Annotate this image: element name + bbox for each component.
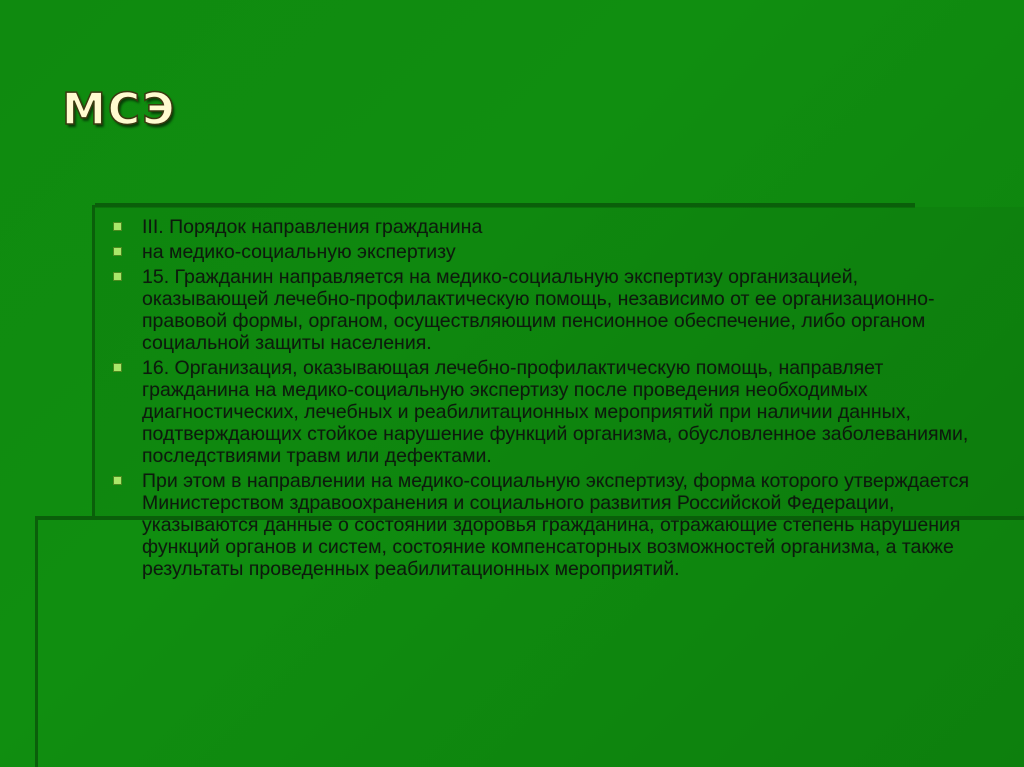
square-bullet-icon xyxy=(113,476,122,485)
list-item xyxy=(110,470,990,580)
square-bullet-icon xyxy=(113,272,122,281)
list-item xyxy=(110,357,990,467)
list-item-text: 16. Организация, оказывающая лечебно-профилактическую помощь, направляет гражданина на медико-социальную экспертизу после проведения необходимых диагностических, лечебных и реабилитационных мероприятий при наличии данных, подтверждающих стойкое нарушение функций организма, обусловленное заболеваниями, последствиями травм или дефектами. xyxy=(142,357,969,467)
frame-line-left-lower xyxy=(35,518,38,767)
bullet-list xyxy=(110,216,990,583)
list-item xyxy=(110,266,990,354)
list-item xyxy=(110,216,990,238)
list-item-text: 15. Гражданин направляется на медико-социальную экспертизу организацией, оказывающей лечебно-профилактическую помощь, независимо от ее организационно-правовой формы, органом, осуществляющим пенсионное обеспечение, либо органом социальной защиты населения. xyxy=(142,266,935,354)
list-item-text: При этом в направлении на медико-социальную экспертизу, форма которого утверждается Министерством здравоохранения и социального развития Российской Федерации, указываются данные о состоянии здоровья гражданина, отражающие степень нарушения функций органов и систем, состояние компенсаторных возможностей организма, а также результаты проведенных реабилитационных мероприятий. xyxy=(142,470,970,580)
square-bullet-icon xyxy=(113,363,122,372)
slide-title: МСЭ xyxy=(62,84,177,135)
list-item-text: на медико-социальную экспертизу xyxy=(142,241,456,263)
list-item xyxy=(110,241,990,263)
frame-line-top xyxy=(95,203,915,207)
square-bullet-icon xyxy=(113,222,122,231)
frame-line-left xyxy=(92,205,95,518)
list-item-text: III. Порядок направления гражданина xyxy=(142,216,483,238)
square-bullet-icon xyxy=(113,247,122,256)
